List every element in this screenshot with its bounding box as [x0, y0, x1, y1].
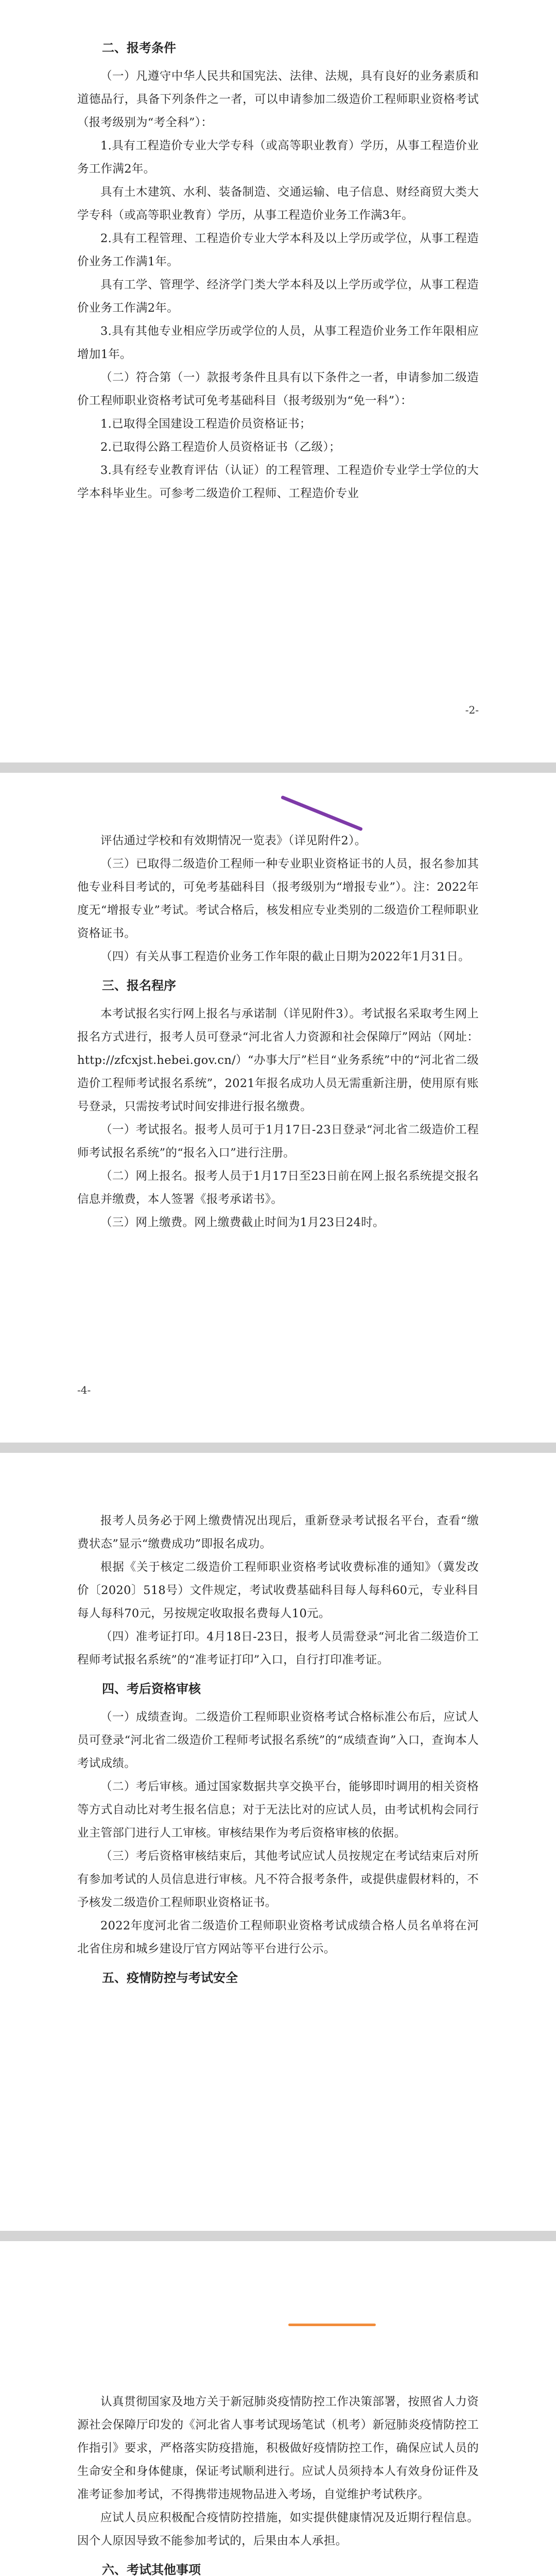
paragraph: （二）网上报名。报考人员于1月17日至23日前在网上报名系统提交报名信息并缴费，本人签署《报考承诺书》。: [77, 1170, 479, 1206]
paragraph: 具有工学、管理学、经济学门类大学本科及以上学历或学位，从事工程造价业务工作满2年。: [77, 278, 479, 315]
paragraph: （三）考后资格审核结束后，其他考试应试人员按规定在考试结束后对所有参加考试的人员信息进行审核。凡不符合报考条件，或提供虚假材料的，不予核发二级造价工程师职业资格证书。: [77, 1850, 479, 1909]
paragraph: （三）已取得二级造价工程师一种专业职业资格证书的人员，报名参加其他专业科目考试的，可免考基础科目（报考级别为“增报专业”）。注：2022年度无“增报专业”考试。考试合格后，核发相应专业类别的二级造价工程师职业资格证书。: [77, 857, 479, 940]
document-page-2: [0, 773, 556, 1443]
document-page-3: [0, 1453, 556, 2231]
paragraph: 2022年度河北省二级造价工程师职业资格考试成绩合格人员名单将在河北省住房和城乡建设厅官方网站等平台进行公示。: [77, 1919, 479, 1956]
purple-scribble-mark: [281, 795, 363, 831]
paragraph: 应试人员应积极配合疫情防控措施，如实提供健康情况及近期行程信息。因个人原因导致不能参加考试的，后果由本人承担。: [77, 2511, 479, 2548]
paragraph: （二）考后审核。通过国家数据共享交换平台，能够即时调用的相关资格等方式自动比对考生报名信息；对于无法比对的应试人员，由考试机构会同行业主管部门进行人工审核。审核结果作为考后资格审核的依据。: [77, 1780, 479, 1840]
paragraph: 具有土木建筑、水利、装备制造、交通运输、电子信息、财经商贸大类大学专科（或高等职业教育）学历，从事工程造价业务工作满3年。: [77, 185, 479, 222]
page-number: -4-: [77, 1384, 91, 1396]
section-heading-eligibility: 二、报考条件: [102, 41, 176, 55]
document-page-1: [0, 0, 556, 762]
paragraph: 3.具有经专业教育评估（认证）的工程管理、工程造价专业学士学位的大学本科毕业生。可参考二级造价工程师、工程造价专业: [77, 464, 479, 500]
paragraph: 评估通过学校和有效期情况一览表》（详见附件2）。: [100, 834, 367, 848]
paragraph: （四）有关从事工程造价业务工作年限的截止日期为2022年1月31日。: [100, 950, 470, 963]
paragraph: 2.具有工程管理、工程造价专业大学本科及以上学历或学位，从事工程造价业务工作满1年。: [77, 232, 479, 268]
paragraph: （二）符合第（一）款报考条件且具有以下条件之一者，申请参加二级造价工程师职业资格考试可免考基础科目（报考级别为“免一科”）：: [77, 371, 479, 408]
section-heading-other-matters: 六、考试其他事项: [102, 2563, 201, 2576]
paragraph: 认真贯彻国家及地方关于新冠肺炎疫情防控工作决策部署，按照省人力资源社会保障厅印发的《河北省人事考试现场笔试（机考）新冠肺炎疫情防控工作指引》要求，严格落实防疫措施，积极做好疫情防控工作，确保应试人员的生命安全和身体健康，保证考试顺利进行。应试人员须持本人有效身份证件及准考证参加考试，不得携带违规物品进入考场，自觉维护考试秩序。: [77, 2395, 479, 2501]
paragraph: 3.具有其他专业相应学历或学位的人员，从事工程造价业务工作年限相应增加1年。: [77, 325, 479, 361]
page-number: -2-: [465, 704, 479, 716]
orange-scribble-mark: [288, 2324, 376, 2326]
paragraph: 报考人员务必于网上缴费情况出现后，重新登录考试报名平台，查看“缴费状态”显示“缴费成功”即报名成功。: [77, 1514, 479, 1551]
paragraph: （一）成绩查询。二级造价工程师职业资格考试合格标准公布后，应试人员可登录“河北省二级造价工程师考试报名系统”的“成绩查询”入口，查询本人考试成绩。: [77, 1710, 479, 1770]
section-heading-registration: 三、报名程序: [102, 978, 176, 993]
paragraph: 2.已取得公路工程造价人员资格证书（乙级）；: [100, 440, 341, 454]
paragraph: （四）准考证打印。4月18日-23日，报考人员需登录“河北省二级造价工程师考试报名系统”的“准考证打印”入口，自行打印准考证。: [77, 1630, 479, 1667]
section-heading-epidemic-control: 五、疫情防控与考试安全: [102, 1971, 238, 1985]
document-page-4: [0, 2241, 556, 2576]
paragraph: 根据《关于核定二级造价工程师职业资格考试收费标准的通知》（冀发改价〔2020〕518号）文件规定，考试收费基础科目每人每科60元，专业科目每人每科70元，另按规定收取报名费每人10元。: [77, 1561, 479, 1620]
paragraph: 本考试报名实行网上报名与承诺制（详见附件3）。考试报名采取考生网上报名方式进行，报考人员可登录“河北省人力资源和社会保障厅”网站（网址：http://zfcxjst.hebei.gov.cn/）“办事大厅”栏目“业务系统”中的“河北省二级造价工程师考试报名系统”，2021年报名成功人员无需重新注册，使用原有账号登录，只需按考试时间安排进行报名缴费。: [77, 1007, 479, 1113]
paragraph: （三）网上缴费。网上缴费截止时间为1月23日24时。: [100, 1216, 385, 1229]
section-heading-post-exam-review: 四、考后资格审核: [102, 1682, 201, 1696]
paragraph: 1.已取得全国建设工程造价员资格证书；: [100, 417, 311, 431]
paragraph: （一）考试报名。报考人员可于1月17日-23日登录“河北省二级造价工程师考试报名系统”的“报名入口”进行注册。: [77, 1123, 479, 1160]
paragraph: 1.具有工程造价专业大学专科（或高等职业教育）学历，从事工程造价业务工作满2年。: [77, 139, 479, 176]
paragraph: （一）凡遵守中华人民共和国宪法、法律、法规，具有良好的业务素质和道德品行，具备下列条件之一者，可以申请参加二级造价工程师职业资格考试（报考级别为“考全科”）：: [77, 70, 479, 129]
